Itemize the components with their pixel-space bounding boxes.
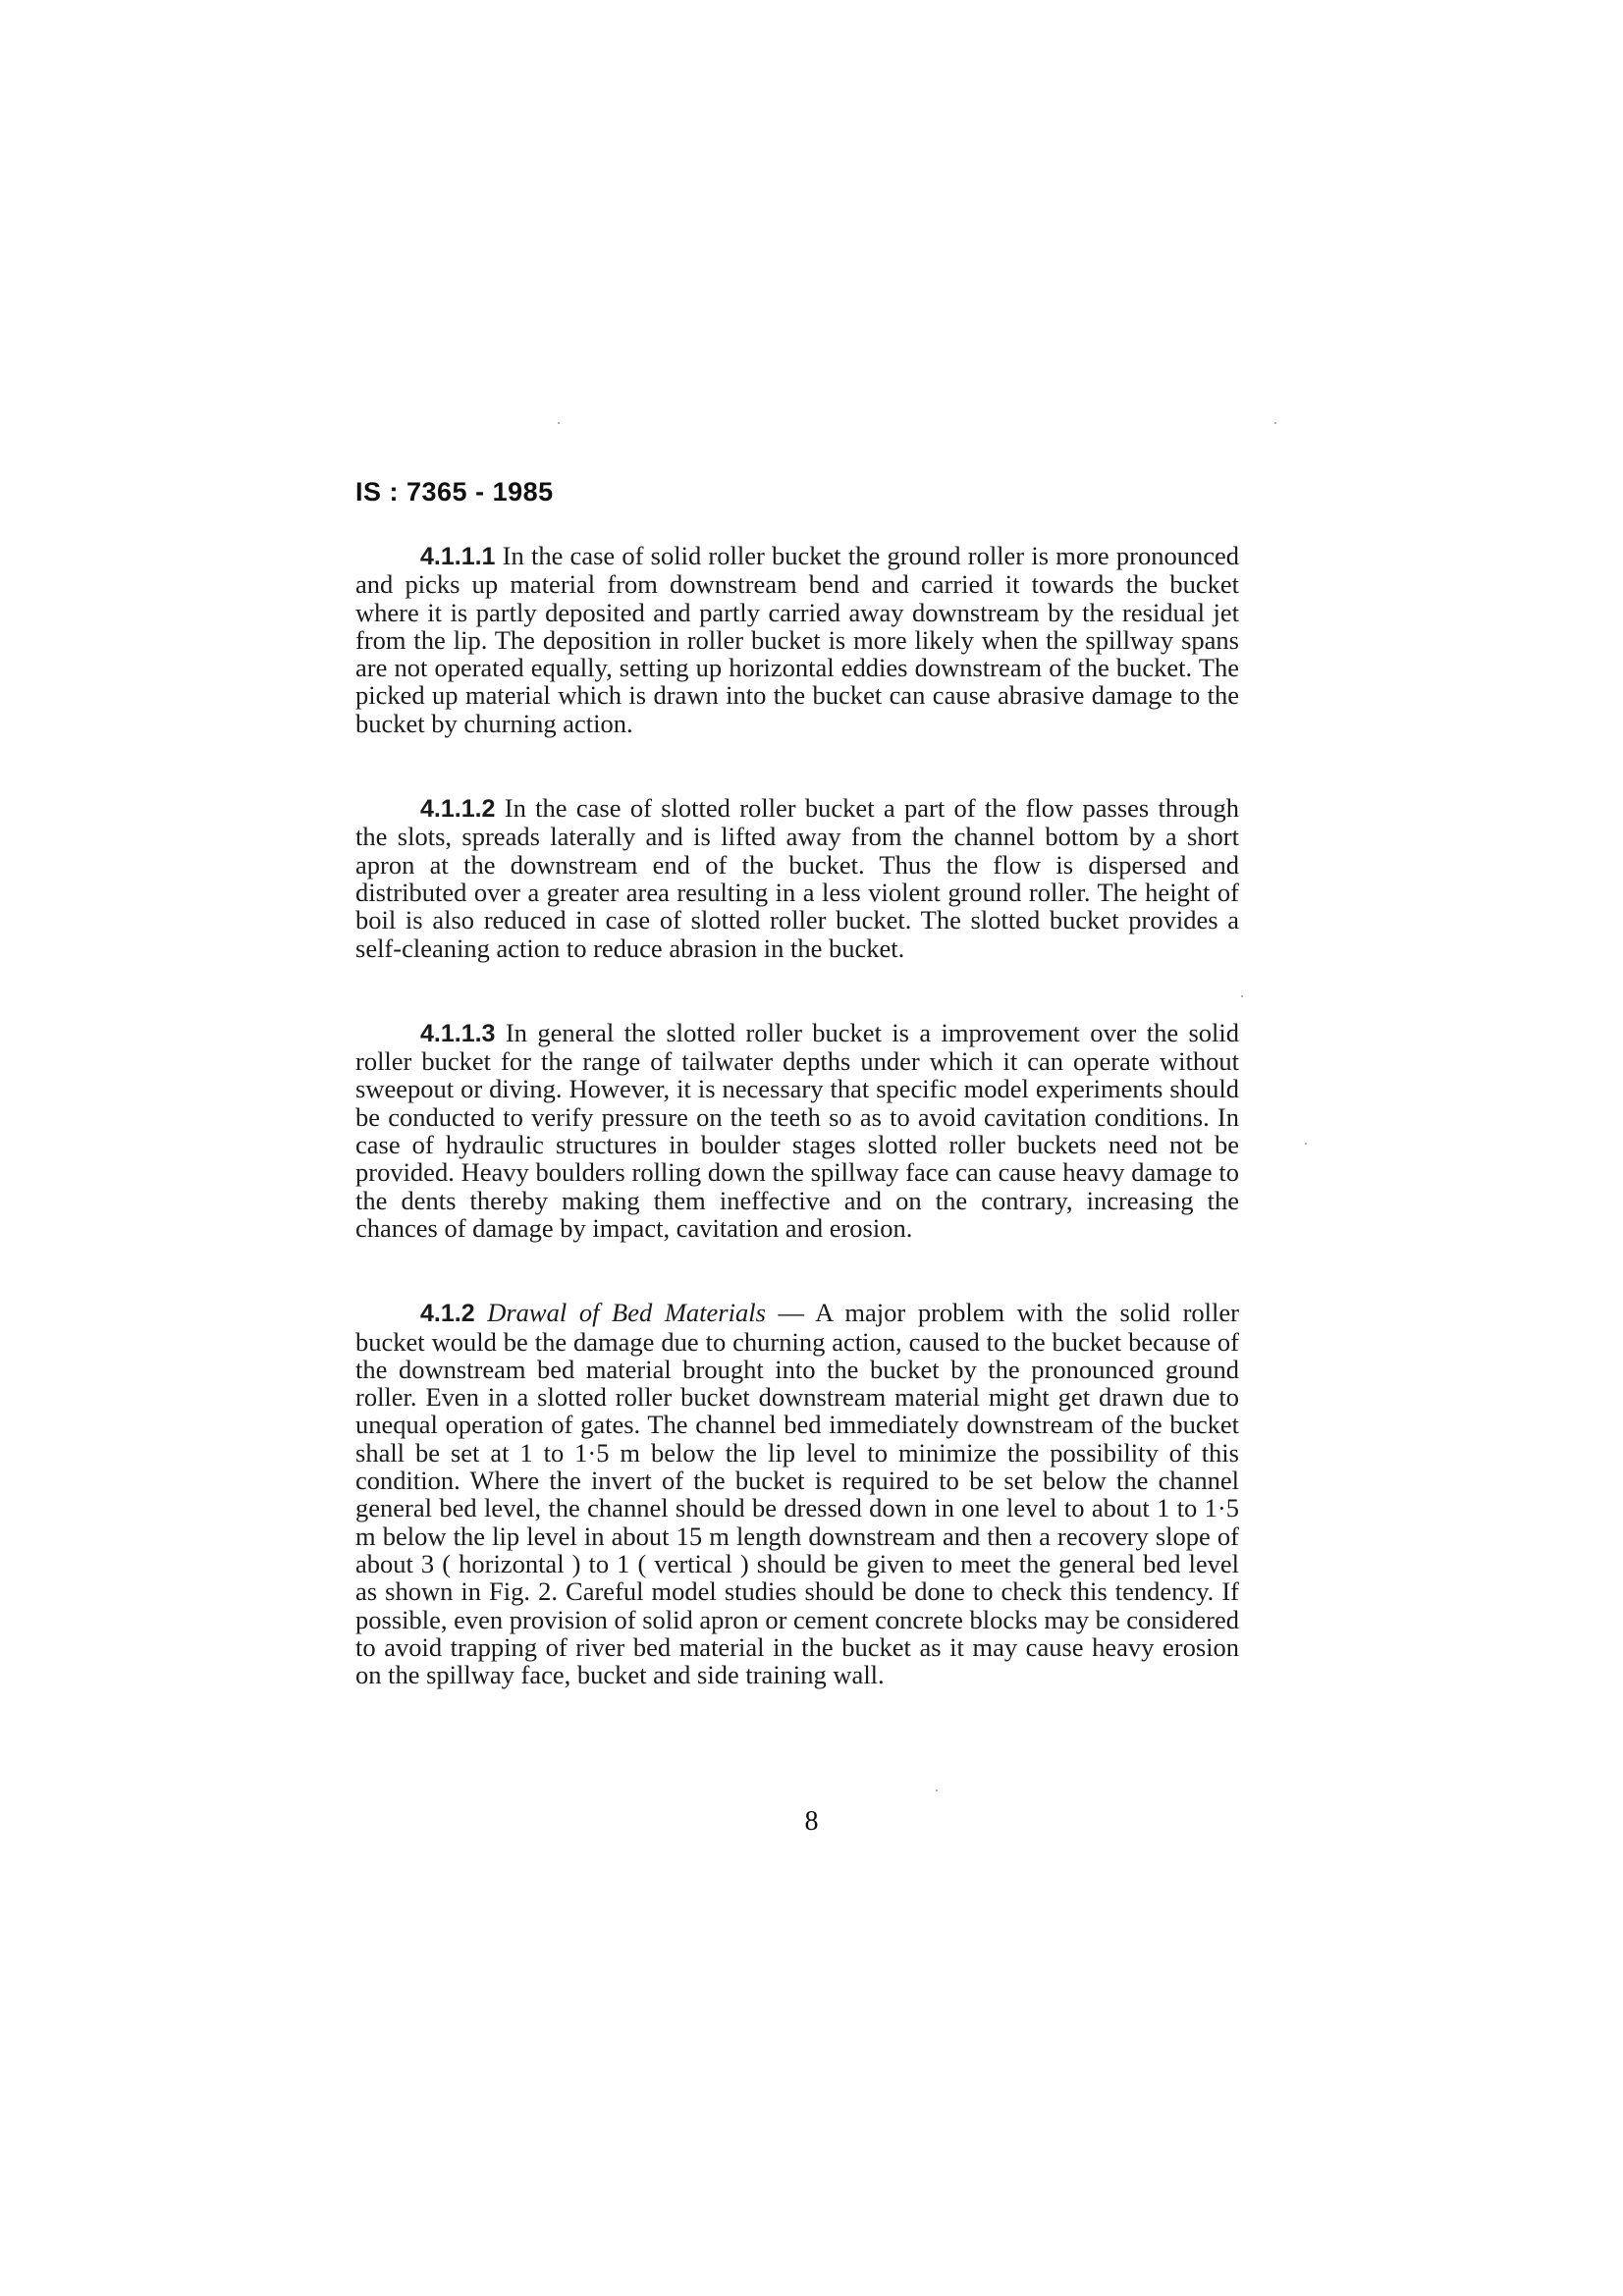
clause-number: 4.1.1.1 [420, 543, 496, 570]
body-text [355, 542, 1239, 1688]
clause-text: In general the slotted roller bucket is a improvement over the solid roller bucket for the range of tailwater depths under which it can operate without sweepout or diving. However, it is necessary that specific model experiments should be conducted to verify pressure on the teeth so as to avoid cavitation conditions. In case of hydraulic structures in boulder stages slotted roller buckets need not be provided. Heavy boulders rolling down the spillway face can cause heavy damage to the dents thereby making them ineffective and on the contrary, increasing the chances of damage by impact, cavitation and erosion. [355, 1017, 1240, 1243]
clause-number: 4.1.1.2 [420, 795, 496, 824]
clause-4-1-1-1 [355, 542, 1239, 737]
standard-number-header: IS : 7365 - 1985 [355, 477, 554, 507]
clause-heading: Drawal of Bed Materials [487, 1298, 766, 1328]
clause-number: 4.1.2 [420, 1300, 475, 1328]
clause-text: In the case of solid roller bucket the ground roller is more pronounced and picks up material from downstream bend and carried it towards the bucket where it is partly deposited and partly carried away downstream by the residual jet from the lip. The deposition in roller bucket is more likely when the spillway spans are not operated equally, setting up horizontal eddies downstream of the bucket. The picked up material which is drawn into the bucket can cause abrasive damage to the bucket by churning action. [355, 541, 1239, 738]
clause-text: — A major problem with the solid roller bucket would be the damage due to churning action, caused to the bucket because of the downstream bed material brought into the bucket by the pronounced ground roller. Even in a slotted roller bucket downstream material might get drawn due to unequal operation of gates. The channel bed immediately downstream of the bucket shall be set at 1 to 1·5 m below the lip level to minimize the possibility of this condition. Where the invert of the bucket is required to be set below the channel general bed level, the channel should be dressed down in one level to about 1 to 1·5 m below the lip level in about 15 m length downstream and then a recovery slope of about 3 ( horizontal ) to 1 ( vertical ) should be given to meet the general bed level as shown in Fig. 2. Careful model studies should be done to check this tendency. If possible, even provision of solid apron or cement concrete blocks may be considered to avoid trapping of river bed material in the bucket as it may cause heavy erosion on the spillway face, bucket and side training wall. [355, 1298, 1240, 1690]
clause-number: 4.1.1.3 [420, 1019, 496, 1047]
scan-speck [936, 1789, 938, 1791]
clause-4-1-1-2 [355, 794, 1239, 962]
page-number: 8 [804, 1806, 819, 1837]
scan-speck [1274, 422, 1276, 424]
scan-speck [1241, 995, 1243, 997]
clause-text: In the case of slotted roller bucket a part of the flow passes through the slots, spreads laterally and is lifted away from the channel bottom by a short apron at the downstream end of the bucket. Thus the flow is dispersed and distributed over a greater area resulting in a less violent ground roller. The height of boil is also reduced in case of slotted roller bucket. The slotted bucket provides a self-cleaning action to reduce abrasion in the bucket. [355, 793, 1239, 963]
clause-4-1-1-3 [355, 1019, 1239, 1242]
scan-speck [1305, 1143, 1307, 1145]
clause-4-1-2 [355, 1299, 1239, 1688]
scan-speck [558, 422, 560, 424]
